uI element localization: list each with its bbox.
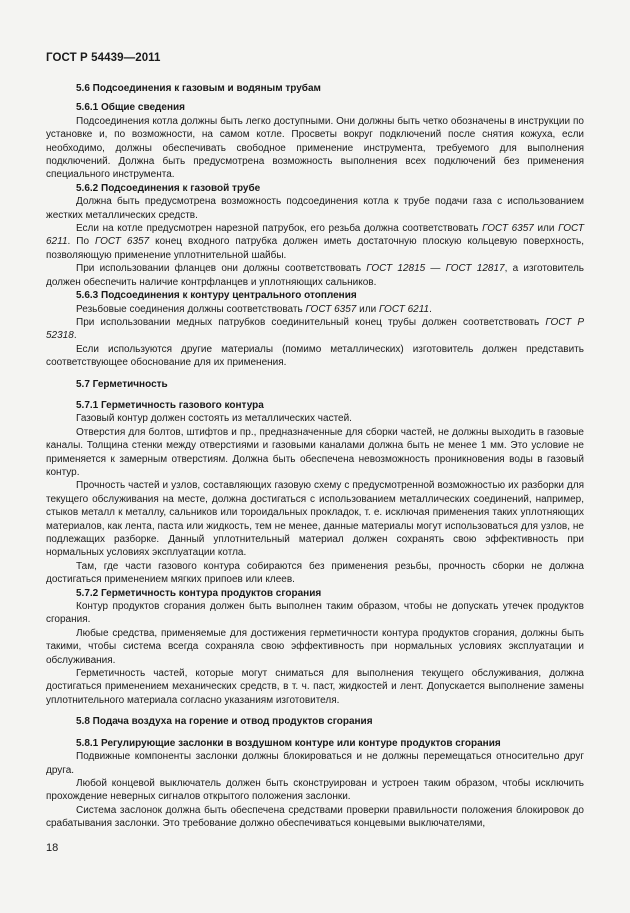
paragraph: Если используются другие материалы (помимо металлических) изготовитель должен представить соответствующее обоснование для их применения. bbox=[46, 343, 584, 369]
paragraph: Отверстия для болтов, штифтов и пр., предназначенные для сборки частей, не должны выходить в газовые каналы. Толщина стенки между отверстиями и газовыми каналами должна быть не менее 1 мм. Это условие не применяется к замерным отверстиям. Должна быть обеспечена невозможность проникновения воды в газовый контур. bbox=[46, 426, 584, 478]
paragraph: При использовании фланцев они должны соответствовать ГОСТ 12815 — ГОСТ 12817, а изготовитель должен обеспечить наличие контрфланцев и уплотняющих сальников. bbox=[46, 263, 584, 288]
paragraph: Если на котле предусмотрен нарезной патрубок, его резьба должна соответствовать ГОСТ 6357 или ГОСТ 6211. По ГОСТ 6357 конец входного патрубка должен иметь достаточную плоскую кольцевую поверхность, позволяющую применение уплотнительной шайбы. bbox=[46, 223, 584, 261]
paragraph: Контур продуктов сгорания должен быть выполнен таким образом, чтобы не допускать утечек продуктов сгорания. bbox=[46, 601, 584, 626]
paragraph: Там, где части газового контура собираются без применения резьбы, прочность сборки не должна достигаться применением мягких припоев или клеев. bbox=[46, 560, 584, 586]
section-5-6-1-title: 5.6.1 Общие сведения bbox=[76, 102, 185, 114]
paragraph: Система заслонок должна быть обеспечена средствами проверки правильности положения блокировок до срабатывания заслонки. Это требование должно обеспечиваться концевыми выключателями, bbox=[46, 804, 584, 830]
section-5-7-title: 5.7 Герметичность bbox=[76, 378, 168, 390]
section-5-8-title: 5.8 Подача воздуха на горение и отвод продуктов сгорания bbox=[76, 716, 373, 728]
paragraph: Прочность частей и узлов, составляющих газовую схему с предусмотренной возможностью их разборки для текущего обслуживания на месте, должна достигаться с использованием металлических соединений, например, стыков металл к металлу, сальников или тороидальных прокладок, т. е. исключая применения таких уплотняющих материалов, как лента, паста или жидкость, тем не менее, данные материалы могут использоваться для узлов, не подлежащих разборке. Данный уплотнительный материал должен сохранять свою эффективность при нормальных условиях эксплуатации котла. bbox=[46, 480, 584, 559]
paragraph: Подвижные компоненты заслонки должны блокироваться и не должны перемещаться относительно друг друга. bbox=[46, 751, 584, 776]
paragraph: Резьбовые соединения должны соответствовать ГОСТ 6357 или ГОСТ 6211. bbox=[76, 303, 432, 315]
section-5-7-2-title: 5.7.2 Герметичность контура продуктов сгорания bbox=[76, 587, 322, 599]
paragraph: Должна быть предусмотрена возможность подсоединения котла к трубе подачи газа с использованием жестких металлических средств. bbox=[46, 196, 584, 221]
section-5-8-1-title: 5.8.1 Регулирующие заслонки в воздушном контуре или контуре продуктов сгорания bbox=[76, 737, 501, 749]
paragraph: Герметичность частей, которые могут сниматься для выполнения текущего обслуживания, должна достигаться применением механических средств, в т. ч. паст, жидкостей и лент. Допускается выполнение замены уплотнительного материала согласно указаниям изготовителя. bbox=[46, 668, 584, 706]
paragraph: Газовый контур должен состоять из металлических частей. bbox=[76, 413, 352, 425]
section-5-6-2-title: 5.6.2 Подсоединения к газовой трубе bbox=[76, 182, 261, 194]
paragraph: При использовании медных патрубков соединительный конец трубы должен соответствовать ГОСТ Р 52318. bbox=[46, 316, 584, 342]
section-5-6-title: 5.6 Подсоединения к газовым и водяным трубам bbox=[76, 83, 321, 94]
section-5-7-1-title: 5.7.1 Герметичность газового контура bbox=[76, 399, 264, 411]
document-body bbox=[46, 82, 584, 831]
section-5-6-3-title: 5.6.3 Подсоединения к контуру центрального отопления bbox=[76, 290, 357, 302]
document-header: ГОСТ Р 54439—2011 bbox=[46, 52, 161, 64]
paragraph: Любой концевой выключатель должен быть сконструирован и устроен таким образом, чтобы исключить прохождение неверных сигналов открытого положения заслонки. bbox=[46, 777, 584, 803]
page-number: 18 bbox=[46, 842, 59, 854]
paragraph: Любые средства, применяемые для достижения герметичности контура продуктов сгорания, должны быть такими, чтобы система всегда сохраняла свою эффективность при нормальных условиях эксплуатации и обслуживания. bbox=[46, 627, 584, 666]
paragraph: Подсоединения котла должны быть легко доступными. Они должны быть четко обозначены в инструкции по установке и, по возможности, на самом котле. Просветы вокруг подключений после снятия кожуха, если необходимо, должны обеспечивать свободное применение инструмента, требуемого для выполнения подключений. Должна быть предусмотрена возможность выполнения всех подключений без применения специального инструмента. bbox=[46, 115, 584, 181]
